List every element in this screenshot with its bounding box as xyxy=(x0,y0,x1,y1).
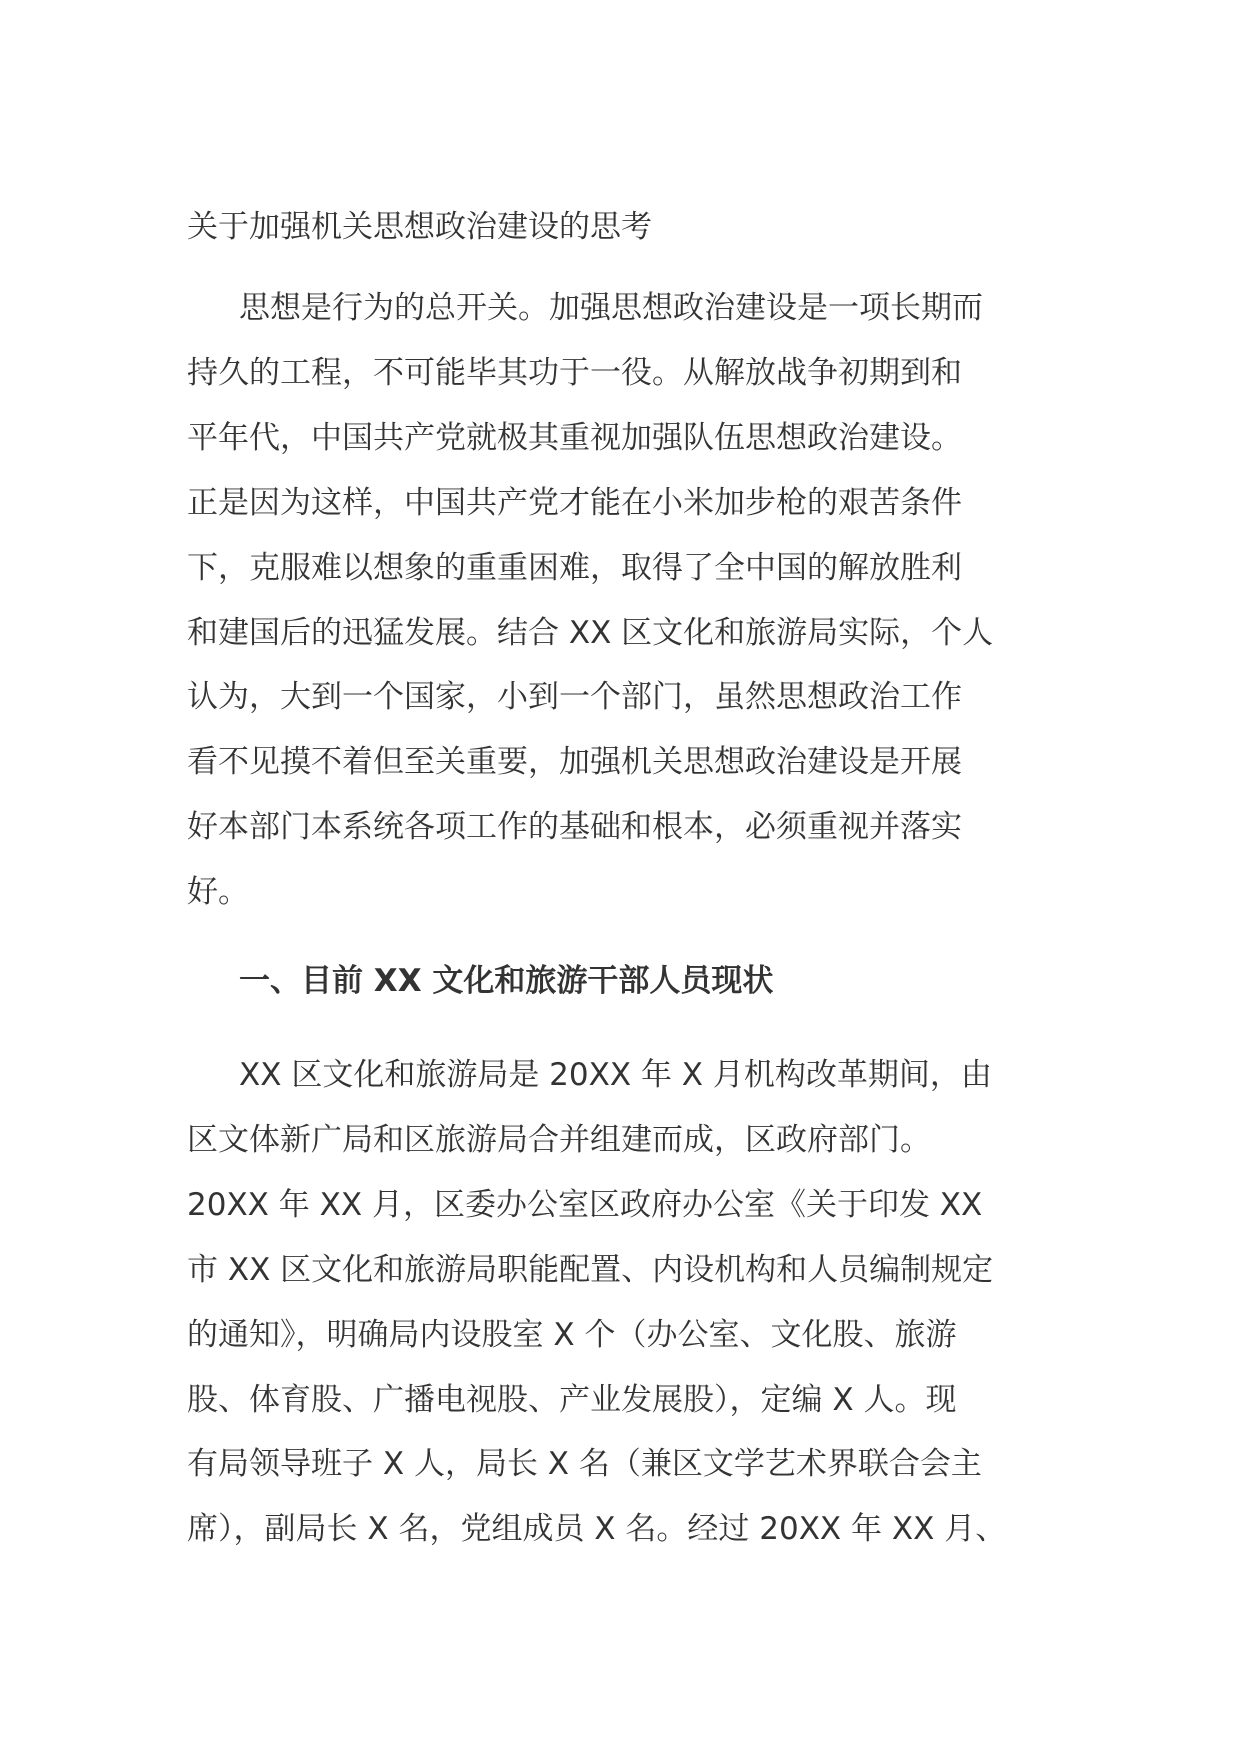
paragraph-line: 20XX 年 XX 月，区委办公室区政府办公室《关于印发 XX xyxy=(187,1186,983,1223)
paragraph-line: 和建国后的迅猛发展。结合 XX 区文化和旅游局实际，个人 xyxy=(187,614,994,651)
paragraph-line: 认为，大到一个国家，小到一个部门，虽然思想政治工作 xyxy=(187,679,962,716)
paragraph-line: 看不见摸不着但至关重要，加强机关思想政治建设是开展 xyxy=(187,744,962,781)
status-paragraph xyxy=(187,1043,1067,1562)
paragraph-line: 市 XX 区文化和旅游局职能配置、内设机构和人员编制规定 xyxy=(187,1251,994,1288)
paragraph-line: 正是因为这样，中国共产党才能在小米加步枪的艰苦条件 xyxy=(187,484,962,521)
section-heading: 一、目前 XX 文化和旅游干部人员现状 xyxy=(239,963,774,999)
document-title: 关于加强机关思想政治建设的思考 xyxy=(187,209,652,245)
paragraph-line: 下，克服难以想象的重重困难，取得了全中国的解放胜利 xyxy=(187,549,962,586)
intro-paragraph xyxy=(187,276,1067,925)
paragraph-line: 好本部门本系统各项工作的基础和根本，必须重视并落实 xyxy=(187,809,962,846)
paragraph-line: 的通知》，明确局内设股室 X 个（办公室、文化股、旅游 xyxy=(187,1316,957,1353)
paragraph-line: 席），副局长 X 名，党组成员 X 名。经过 20XX 年 XX 月、 xyxy=(187,1511,1007,1548)
paragraph-line: 好。 xyxy=(187,874,249,911)
paragraph-line: 思想是行为的总开关。加强思想政治建设是一项长期而 xyxy=(239,290,983,326)
paragraph-line: 区文体新广局和区旅游局合并组建而成，区政府部门。 xyxy=(187,1121,931,1158)
paragraph-line: 持久的工程，不可能毕其功于一役。从解放战争初期到和 xyxy=(187,354,962,391)
paragraph-line: 平年代，中国共产党就极其重视加强队伍思想政治建设。 xyxy=(187,419,962,456)
paragraph-line: 股、体育股、广播电视股、产业发展股），定编 X 人。现 xyxy=(187,1381,957,1418)
paragraph-line: XX 区文化和旅游局是 20XX 年 X 月机构改革期间，由 xyxy=(239,1057,992,1093)
paragraph-line: 有局领导班子 X 人，局长 X 名（兼区文学艺术界联合会主 xyxy=(187,1446,982,1483)
